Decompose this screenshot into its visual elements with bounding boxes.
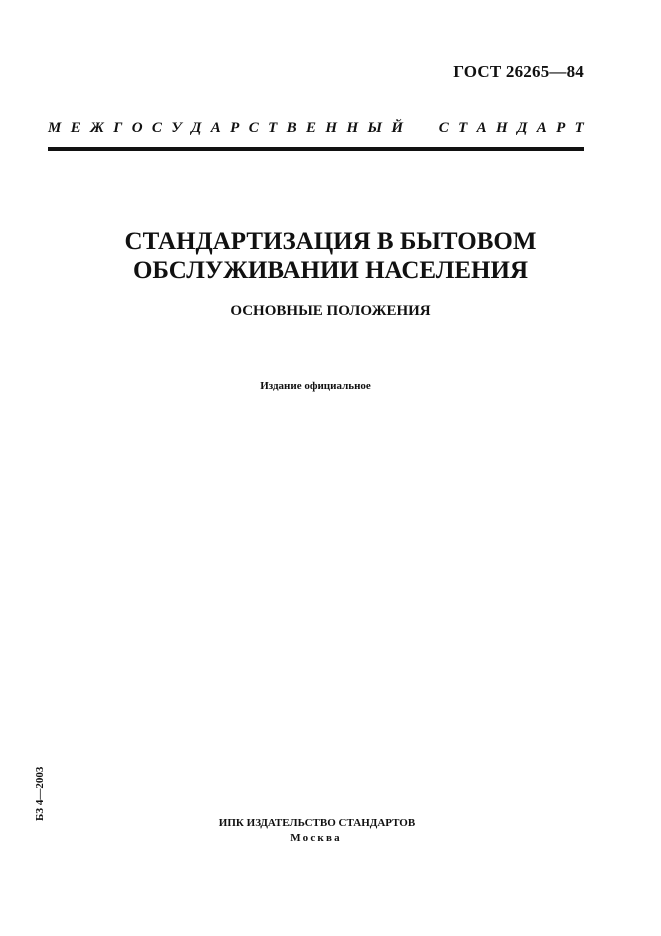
edition-note: Издание официальное <box>260 380 371 392</box>
standard-type-letter: А <box>476 120 487 136</box>
document-title <box>0 227 661 285</box>
publisher-city: Москва <box>290 832 342 844</box>
standard-type-letter: Т <box>458 120 468 136</box>
standard-type-letter: С <box>248 120 259 136</box>
standard-type-letter: В <box>286 120 297 136</box>
publisher: ИПК ИЗДАТЕЛЬСТВО СТАНДАРТОВ <box>218 817 416 829</box>
standard-type-letter: А <box>210 120 221 136</box>
standard-type-letter: М <box>48 120 62 136</box>
standard-type-letter: Ы <box>367 120 383 136</box>
standard-type-heading <box>48 120 584 137</box>
title-line-2: ОБСЛУЖИВАНИИ НАСЕЛЕНИЯ <box>132 257 529 284</box>
standard-type-letter: Н <box>346 120 359 136</box>
standard-type-letter: Е <box>70 120 81 136</box>
standard-type-letter: Р <box>556 120 566 136</box>
standard-type-letter: А <box>536 120 547 136</box>
standard-type-letter: Н <box>325 120 338 136</box>
standard-type-letter: Е <box>306 120 317 136</box>
standard-type-letter <box>426 120 430 137</box>
document-subtitle: ОСНОВНЫЕ ПОЛОЖЕНИЯ <box>230 303 431 319</box>
standard-type-letter: Й <box>391 120 404 136</box>
standard-type-letter: Т <box>268 120 278 136</box>
heading-rule <box>48 147 584 151</box>
standard-type-letter: Н <box>496 120 508 136</box>
standard-type-letter: У <box>171 120 182 136</box>
side-code: БЗ 4—2003 <box>34 766 46 821</box>
standard-type-letter <box>412 120 416 137</box>
standard-type-letter: Г <box>113 120 123 136</box>
standard-type-letter: С <box>438 120 449 136</box>
standard-type-letter: С <box>151 120 162 136</box>
standard-type-letter: Т <box>574 120 584 136</box>
standard-type-letter: Ж <box>90 120 104 136</box>
standard-type-letter: Р <box>230 120 240 136</box>
standard-type-letter: О <box>131 120 143 136</box>
gost-code: ГОСТ 26265—84 <box>453 62 584 81</box>
title-line-1: СТАНДАРТИЗАЦИЯ В БЫТОВОМ <box>124 228 537 255</box>
standard-type-letter: Д <box>191 120 202 136</box>
standard-type-letter: Д <box>517 120 528 136</box>
